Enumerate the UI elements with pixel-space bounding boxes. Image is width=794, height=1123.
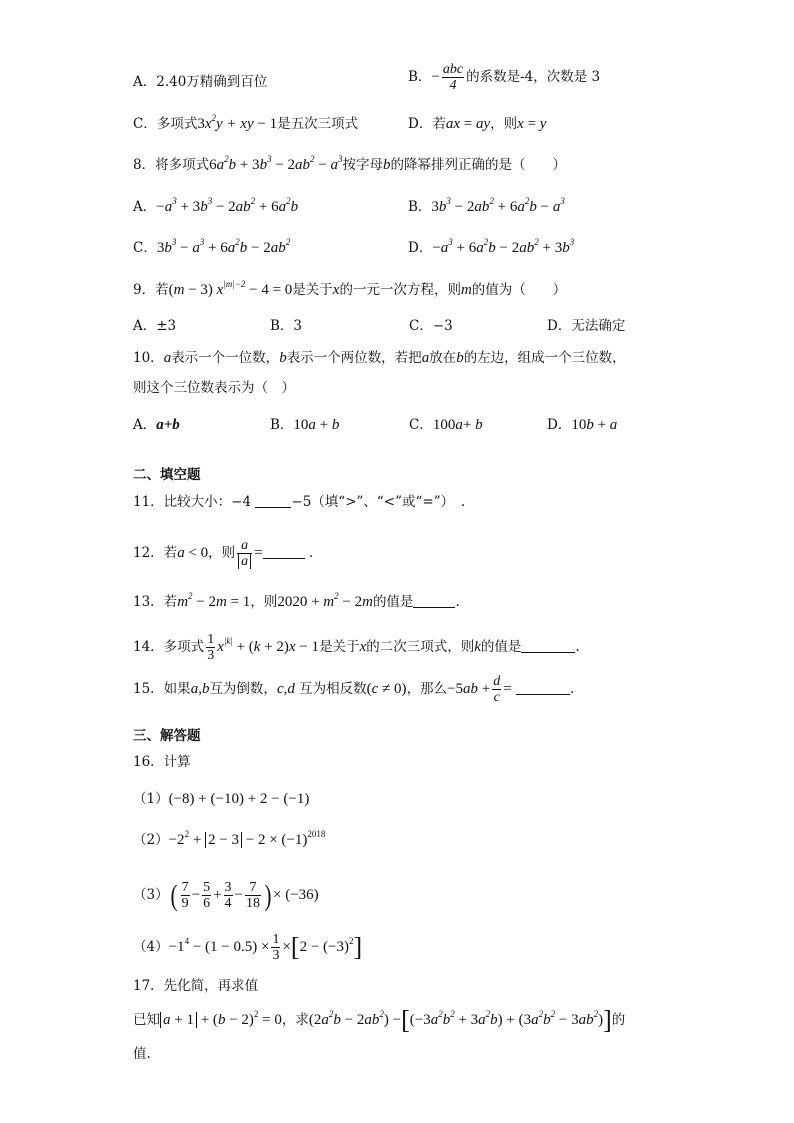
q10-option-a: A．a+b <box>133 417 180 433</box>
q16-part-1: （1）(−8) + (−10) + 2 − (−1) <box>133 791 310 807</box>
q9-option-b: B．3 <box>270 318 303 334</box>
q14-fraction: $\frac{1}{3}$ <box>207 632 215 663</box>
q7-b-fraction: $\frac{\text{abc}}{4}$ <box>442 62 464 93</box>
q7-option-d: D．若ax = ay，则x = y <box>408 116 547 132</box>
q11: 11．比较大小：−4 −5（填“>”、“<”或“=”） . <box>133 494 466 510</box>
q8-option-a: A．$-a^3 + 3b^3 - 2ab^2 + 6a^2b$ <box>133 196 299 215</box>
q12-fraction: $\frac{a}{a}$ <box>237 538 252 569</box>
q12: 12．若a < 0，则 $\frac{a}{a}$ = ． <box>133 538 323 569</box>
q7-option-c: C．多项式$3x^2y$ + xy − 1是五次三项式 <box>133 113 359 132</box>
q16-part-2: $(2)-2^2 + 2 - 3 - 2 \times (-1)^{2018}$ <box>133 829 326 848</box>
q9-stem: 9．若(m − 3) $x^{|m|-2} - 4 = 0$是关于x的一元一次方程，则m的值为（ ） <box>133 279 567 298</box>
q10-stem-line2: 则这个三位数表示为（ ） <box>133 380 295 396</box>
q10-option-c: C．100a+ b <box>409 417 483 433</box>
q16-title: 16．计算 <box>133 754 191 770</box>
q10-option-d: D．10b + a <box>547 417 618 433</box>
q12-answer-blank[interactable] <box>263 545 305 559</box>
q14: 14．多项式 $\frac{1}{3}$ $x^{|k|} + (k + 2)x - 1$是关于x的二次三项式，则k的值是 . <box>133 632 580 663</box>
q8-option-b: B．$3b^3 - 2ab^2 + 6a^2b - a^3$ <box>408 196 565 215</box>
q7-option-a: A．2.40万精确到百位 <box>133 74 268 90</box>
q9-option-c: C．−3 <box>409 318 453 334</box>
q14-answer-blank[interactable] <box>521 639 575 653</box>
q11-answer-blank[interactable] <box>255 494 291 508</box>
q17-expression: 已知 $a + 1 + (b - 2)^2 = 0$，求$(2a^2b - 2ab^2) -[(-3a^2b^2 + 3a^2b) + (3a^2b^2 - 3ab^2)]$的 <box>133 1005 626 1035</box>
section-fill-in-title: 二、填空题 <box>133 467 201 483</box>
q8-option-c: C．$3b^3 - a^3 + 6a^2b - 2ab^2$ <box>133 237 291 256</box>
q10-stem-line1: 10．a表示一个一位数，b表示一个两位数，若把a放在b的左边，组成一个三位数， <box>133 350 626 366</box>
q13-answer-blank[interactable] <box>413 594 455 608</box>
q7-option-b: B．− $\frac{\text{abc}}{4}$ 的系数是-4，次数是 3 <box>408 62 601 93</box>
q15-fraction: $\frac{d}{c}$ <box>493 674 501 705</box>
q13: 13．若$m^2 - 2m = 1$，则$2020 + m^2 - 2m$的值是 . <box>133 591 460 610</box>
q17-line2: 值. <box>133 1046 151 1062</box>
section-solve-title: 三、解答题 <box>133 728 201 744</box>
q8-stem: 8．将多项式$6a^2b + 3b^3 - 2ab^2 - a^3$按字母b的降幂排列正确的是（ ） <box>133 154 566 173</box>
q16-part-4: $(4)-1^4 - (1 - 0.5)$ × $\frac{1}{3}$ $\times[2 - (-3)^2]$ <box>133 932 363 963</box>
q16-part-3: （3）( $\frac{7}{9}$ − $\frac{5}{6}$ + $\frac{3}{4}$ − $\frac{7}{18}$ ) × (−36) <box>133 878 319 912</box>
q8-option-d: D．$-a^3 + 6a^2b - 2ab^2 + 3b^3$ <box>408 237 575 256</box>
q15: 15．如果a,b互为倒数，c,d 互为相反数(c ≠ 0)，那么−5ab + $\frac{d}{c}$ = . <box>133 674 575 705</box>
q10-option-b: B．10a + b <box>270 417 340 433</box>
q15-answer-blank[interactable] <box>516 681 570 695</box>
q9-option-d: D．无法确定 <box>547 318 626 334</box>
q9-option-a: A．±3 <box>133 318 177 334</box>
q17-title: 17．先化简，再求值 <box>133 978 259 994</box>
